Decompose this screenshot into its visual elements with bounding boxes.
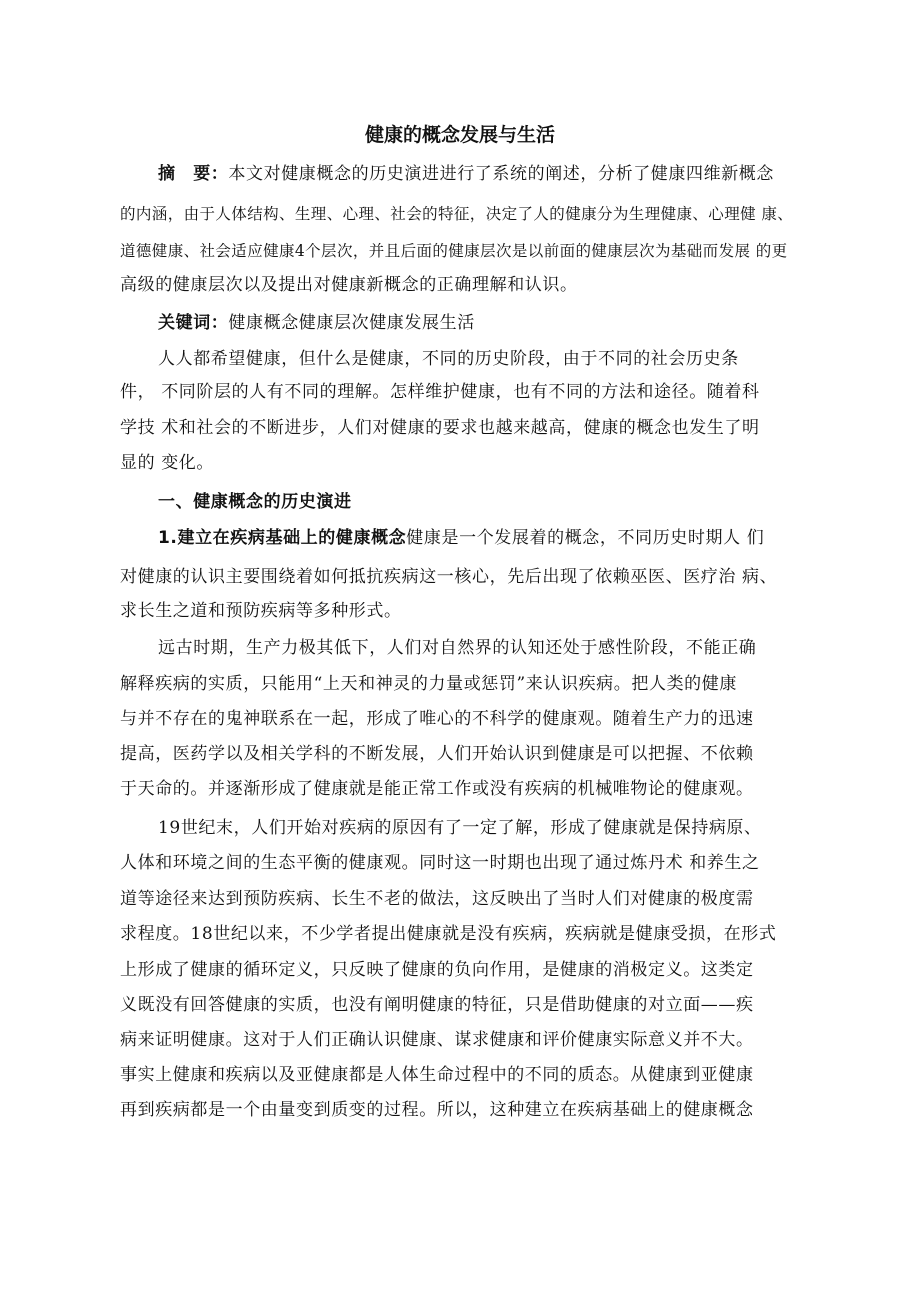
intro-line-2: 件， 不同阶层的人有不同的理解。怎样维护健康，也有不同的方法和途径。随着科 <box>120 382 760 402</box>
abstract-text: 本文对健康概念的历史演进进行了系统的阐述，分析了健康四维新概念 <box>228 164 775 184</box>
intro-line-1: 人人都希望健康，但什么是健康，不同的历史阶段，由于不同的社会历史条 <box>158 349 739 369</box>
subsection-line-2: 对健康的认识主要围绕着如何抵抗疾病这一核心，先后出现了依赖巫医、医疗治 病、 <box>120 567 778 587</box>
subsection-text: 健康是一个发展着的概念，不同历史时期人 们 <box>406 528 765 548</box>
keywords-label: 关键词： <box>158 313 229 333</box>
nineteenth-line-9: 再到疾病都是一个由量变到质变的过程。所以，这种建立在疾病基础上的健康概念 <box>120 1100 754 1120</box>
keywords-line <box>158 311 475 335</box>
abstract-line-1 <box>158 162 774 186</box>
intro-line-3: 学技 术和社会的不断进步，人们对健康的要求也越来越高，健康的概念也发生了明 <box>120 418 760 438</box>
nineteenth-line-6: 义既没有回答健康的实质，也没有阐明健康的特征，只是借助健康的对立面——疾 <box>120 995 754 1015</box>
ancient-line-5: 于天命的。并逐渐形成了健康就是能正常工作或没有疾病的机械唯物论的健康观。 <box>120 779 754 799</box>
ancient-line-2: 解释疾病的实质，只能用“上天和神灵的力量或惩罚”来认识疾病。把人类的健康 <box>120 674 737 694</box>
subsection-heading: 1.建立在疾病基础上的健康概念 <box>158 528 407 548</box>
keywords-text: 健康概念健康层次健康发展生活 <box>228 313 475 333</box>
nineteenth-line-7: 病来证明健康。这对于人们正确认识健康、谋求健康和评价健康实际意义并不大。 <box>120 1030 754 1050</box>
abstract-line-2: 的内涵，由于人体结构、生理、心理、社会的特征，决定了人的健康分为生理健康、心理健 康、 <box>120 205 794 223</box>
abstract-line-3: 道德健康、社会适应健康4个层次，并且后面的健康层次是以前面的健康层次为基础而发展 的更 <box>120 242 788 260</box>
document-title: 健康的概念发展与生活 <box>364 124 555 146</box>
nineteenth-line-1: 19世纪末，人们开始对疾病的原因有了一定了解，形成了健康就是保持病原、 <box>158 818 762 838</box>
ancient-line-4: 提高，医药学以及相关学科的不断发展，人们开始认识到健康是可以把握、不依赖 <box>120 744 754 764</box>
subsection-line-1 <box>158 526 764 550</box>
ancient-line-3: 与并不存在的鬼神联系在一起，形成了唯心的不科学的健康观。随着生产力的迅速 <box>120 709 754 729</box>
nineteenth-line-4: 求程度。18世纪以来，不少学者提出健康就是没有疾病，疾病就是健康受损，在形式 <box>120 924 777 944</box>
section-heading: 一、健康概念的历史演进 <box>158 492 352 512</box>
nineteenth-line-2: 人体和环境之间的生态平衡的健康观。同时这一时期也出现了通过炼丹术 和养生之 <box>120 853 760 873</box>
intro-line-4: 显的 变化。 <box>120 453 215 473</box>
nineteenth-line-5: 上形成了健康的循环定义，只反映了健康的负向作用，是健康的消极定义。这类定 <box>120 960 754 980</box>
ancient-line-1: 远古时期，生产力极其低下，人们对自然界的认知还处于感性阶段，不能正确 <box>158 638 757 658</box>
abstract-label: 摘 要： <box>158 164 229 184</box>
nineteenth-line-3: 道等途径来达到预防疾病、长生不老的做法，这反映出了当时人们对健康的极度需 <box>120 889 754 909</box>
nineteenth-line-8: 事实上健康和疾病以及亚健康都是人体生命过程中的不同的质态。从健康到亚健康 <box>120 1065 754 1085</box>
abstract-line-4: 高级的健康层次以及提出对健康新概念的正确理解和认识。 <box>120 275 578 295</box>
subsection-line-3: 求长生之道和预防疾病等多种形式。 <box>120 601 402 621</box>
